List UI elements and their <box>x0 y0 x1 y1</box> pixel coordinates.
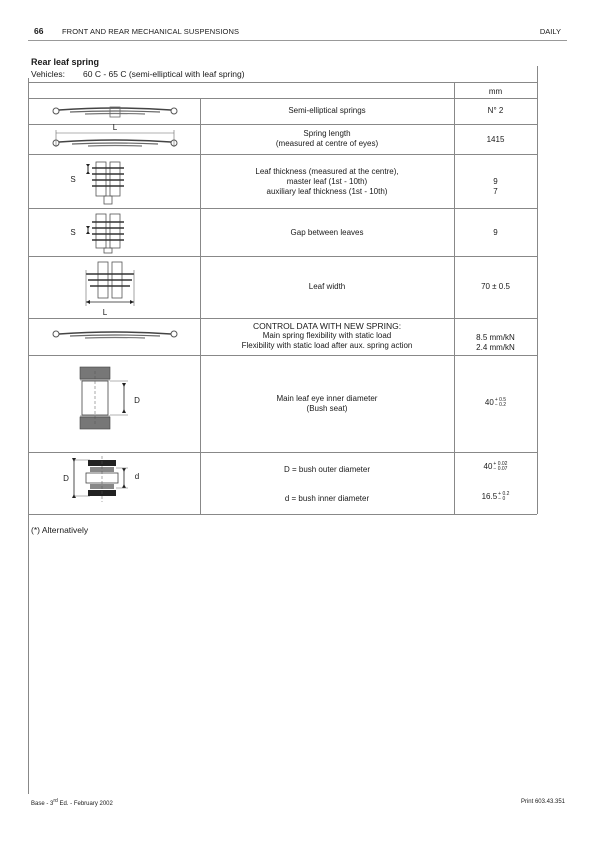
table-rule <box>28 98 537 99</box>
tol-lower: − 0.2 <box>494 402 507 408</box>
table-rule <box>28 452 537 453</box>
table-col-rule <box>454 82 455 514</box>
value-main: 40 <box>483 462 493 472</box>
table-col-rule <box>537 82 538 514</box>
bush-section-icon <box>70 456 140 512</box>
footnote: (*) Alternatively <box>31 525 89 535</box>
tolerance <box>498 492 509 502</box>
desc-line: Leaf width <box>308 282 346 291</box>
desc-heading: CONTROL DATA WITH NEW SPRING: <box>252 321 402 331</box>
bush-label-d: d <box>134 472 140 481</box>
footer-edition-sup: rd <box>53 798 58 804</box>
desc-line: (measured at centre of eyes) <box>275 139 379 148</box>
section-title: FRONT AND REAR MECHANICAL SUSPENSIONS <box>62 27 240 36</box>
table-col-rule <box>200 98 201 514</box>
row-leaf-width-desc <box>200 282 454 292</box>
spring-side-icon <box>50 326 180 348</box>
gap-label-S: S <box>70 228 76 237</box>
table-rule <box>28 355 537 356</box>
left-margin-rule <box>28 78 29 794</box>
thickness-label-S: S <box>70 175 76 184</box>
value-line: 8.5 mm/kN <box>476 333 515 342</box>
table-rule <box>28 82 537 83</box>
row-leaf-width-value: 70 ± 0.5 <box>481 282 510 291</box>
page-title: Rear leaf spring <box>31 57 100 67</box>
page-number: 66 <box>34 26 44 36</box>
table-rule <box>28 256 537 257</box>
row-eye-diameter-value <box>454 398 537 408</box>
row-gap-desc <box>200 228 454 238</box>
desc-line: Spring length <box>303 129 351 138</box>
vehicles-label: Vehicles: <box>31 69 66 79</box>
table-rule <box>28 514 537 515</box>
footer-edition <box>31 798 113 807</box>
model-name: DAILY <box>539 27 561 36</box>
eye-bush-icon <box>78 365 138 435</box>
footer-edition-prefix: Base - 3 <box>31 801 54 807</box>
vehicles-value: 60 C - 65 C (semi-elliptical with leaf spring) <box>83 69 245 79</box>
row-bush-outer-desc: D = bush outer diameter <box>283 465 371 474</box>
bush-label-D: D <box>63 474 69 483</box>
width-label-L: L <box>102 308 108 317</box>
desc-line: Semi-elliptical springs <box>288 106 366 115</box>
desc-line: Flexibility with static load after aux. spring action <box>241 341 413 350</box>
desc-line: auxiliary leaf thickness (1st - 10th) <box>266 187 388 196</box>
leaf-width-icon <box>80 260 140 310</box>
row-semi-elliptical-value: N° 2 <box>487 106 504 115</box>
row-semi-elliptical-desc <box>200 106 454 116</box>
spring-side-icon <box>50 100 180 122</box>
desc-line: Main leaf eye inner diameter <box>276 394 378 403</box>
tol-lower: − 0.07 <box>493 466 508 472</box>
value-line: 9 <box>493 177 498 186</box>
row-leaf-thickness-desc <box>200 167 454 197</box>
desc-line: Main spring flexibility with static load <box>262 331 392 340</box>
footer-print-code: Print 603.43.351 <box>520 799 565 805</box>
eye-label-D: D <box>134 396 140 405</box>
tolerance <box>495 398 506 408</box>
tol-upper: + 0.02 <box>493 461 508 467</box>
row-leaf-thickness-values <box>454 177 537 197</box>
length-label-L: L <box>112 123 118 132</box>
table-rule <box>28 154 537 155</box>
row-spring-length-value: 1415 <box>486 135 505 144</box>
row-bush-outer-value <box>454 462 537 472</box>
row-gap-value: 9 <box>493 228 498 237</box>
value-line: 7 <box>493 187 498 196</box>
table-top-right-rule <box>537 66 538 82</box>
tol-lower: − 0 <box>498 496 506 502</box>
tol-upper: + 0.2 <box>498 491 510 497</box>
tol-upper: + 0.5 <box>494 397 507 403</box>
page-header <box>28 22 567 41</box>
row-spring-length-desc <box>200 129 454 149</box>
desc-line: (Bush seat) <box>306 404 348 413</box>
leaf-thickness-icon <box>78 158 138 206</box>
table-rule <box>28 318 537 319</box>
value-main: 40 <box>484 398 494 408</box>
row-control-data-desc <box>200 321 454 351</box>
tolerance <box>493 462 507 472</box>
row-bush-inner-value <box>454 492 537 502</box>
footer-edition-suffix: Ed. - February 2002 <box>57 801 113 807</box>
row-bush-inner-desc: d = bush inner diameter <box>284 494 370 503</box>
table-rule <box>28 208 537 209</box>
leaf-gap-icon <box>78 212 138 254</box>
desc-line: Leaf thickness (measured at the centre), <box>255 167 399 176</box>
desc-line: Gap between leaves <box>290 228 364 237</box>
row-eye-diameter-desc <box>200 394 454 414</box>
desc-line: master leaf (1st - 10th) <box>286 177 368 186</box>
value-line: 2.4 mm/kN <box>476 343 515 352</box>
vehicles-line <box>31 69 245 79</box>
unit-header: mm <box>488 87 503 96</box>
row-control-data-values <box>454 333 537 353</box>
value-main: 16.5 <box>481 492 498 502</box>
